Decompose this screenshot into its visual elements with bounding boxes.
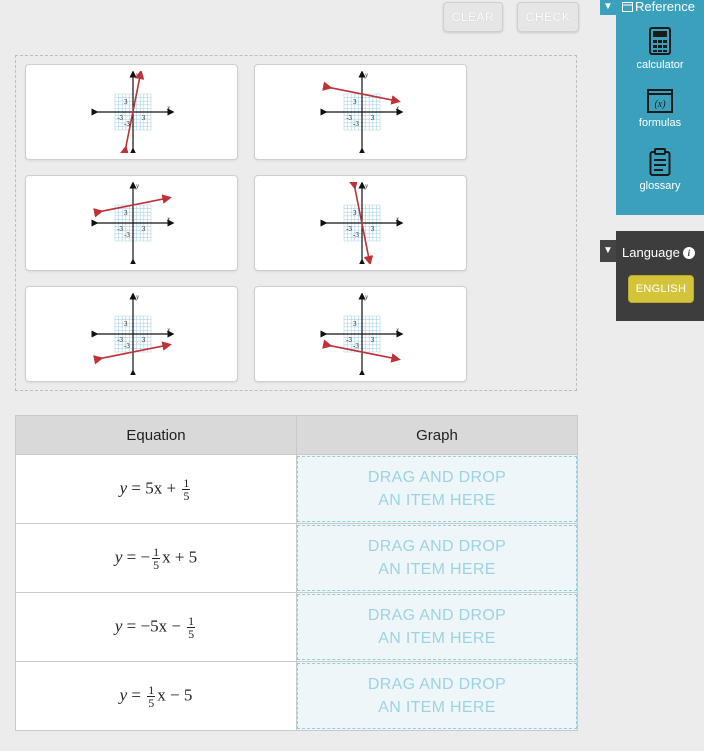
coordinate-graph [91, 182, 175, 264]
x-axis-label: x [167, 215, 171, 223]
english-language-button[interactable]: ENGLISH [628, 275, 694, 303]
table-row [16, 593, 578, 662]
coordinate-graph [320, 182, 404, 264]
graph-axes [324, 296, 400, 373]
x-axis-label: x [396, 326, 400, 334]
fraction: $\frac{1}{5}$ [183, 475, 190, 503]
x-tick-label: 3 [141, 225, 146, 233]
equation-column-header: Equation [16, 416, 297, 455]
y-axis-label: y [365, 182, 369, 190]
drop-zone[interactable]: DRAG AND DROP AN ITEM HERE [297, 456, 577, 522]
y-axis-label: y [365, 293, 369, 301]
svg-text:(x): (x) [654, 99, 666, 110]
y-tick-label: -3 [124, 230, 130, 239]
drop-zone[interactable]: DRAG AND DROP AN ITEM HERE [297, 525, 577, 591]
x-tick-label: -3 [117, 114, 124, 122]
fraction: $\frac{1}{5}$ [153, 544, 160, 572]
graph-card-tray [15, 55, 577, 391]
check-button[interactable]: CHECK [517, 2, 579, 32]
x-tick-label: 3 [141, 114, 146, 122]
coordinate-graph [91, 293, 175, 375]
y-tick-label: 3 [124, 98, 128, 107]
reference-collapse-toggle[interactable]: ▼ [600, 0, 616, 15]
calculator-button[interactable]: calculator [616, 27, 704, 71]
y-tick-label: -3 [124, 341, 130, 350]
y-axis-label: y [136, 182, 140, 190]
x-tick-label: 3 [370, 225, 375, 233]
x-tick-label: -3 [346, 114, 353, 122]
graph-card[interactable] [254, 286, 467, 382]
graph-card[interactable] [254, 175, 467, 271]
y-tick-label: 3 [353, 320, 357, 329]
x-tick-label: 3 [141, 336, 146, 344]
coordinate-graph [91, 71, 175, 153]
reference-panel [616, 0, 704, 215]
table-row [16, 662, 578, 731]
fraction: $\frac{1}{5}$ [188, 613, 195, 641]
y-tick-label: 3 [353, 98, 357, 107]
y-tick-label: 3 [124, 209, 128, 218]
drop-zone[interactable]: DRAG AND DROP AN ITEM HERE [297, 594, 577, 660]
graph-axes [95, 296, 171, 373]
fraction: $\frac{1}{5}$ [148, 682, 155, 710]
y-axis-label: y [136, 293, 140, 301]
y-tick-label: -3 [353, 230, 359, 239]
clear-button[interactable]: CLEAR [443, 2, 503, 32]
x-axis-label: x [167, 326, 171, 334]
language-title: Language i [622, 245, 695, 260]
x-axis-label: x [167, 104, 171, 112]
graph-card[interactable] [25, 286, 238, 382]
info-icon[interactable]: i [683, 247, 695, 259]
equation-cell: y = 5x + $\frac{1}{5}$ [16, 455, 297, 524]
glossary-button[interactable]: glossary [616, 148, 704, 192]
y-axis-label: y [365, 71, 369, 79]
language-panel [616, 231, 704, 321]
y-tick-label: -3 [353, 341, 359, 350]
coordinate-graph [320, 293, 404, 375]
graph-card[interactable] [25, 64, 238, 160]
graph-card[interactable] [254, 64, 467, 160]
x-tick-label: -3 [117, 225, 124, 233]
matching-table [15, 415, 578, 731]
x-tick-label: -3 [346, 336, 353, 344]
x-tick-label: -3 [117, 336, 124, 344]
graph-axes [324, 74, 400, 151]
x-tick-label: 3 [370, 114, 375, 122]
x-axis-label: x [396, 215, 400, 223]
x-tick-label: -3 [346, 225, 353, 233]
language-collapse-toggle[interactable]: ▼ [600, 240, 616, 262]
drop-zone[interactable]: DRAG AND DROP AN ITEM HERE [297, 663, 577, 729]
y-tick-label: -3 [124, 119, 130, 128]
reference-title: Reference [622, 0, 695, 14]
equation-cell: y = −5x − $\frac{1}{5}$ [16, 593, 297, 662]
graph-card[interactable] [25, 175, 238, 271]
x-axis-label: x [396, 104, 400, 112]
formulas-button[interactable]: (x) formulas [616, 89, 704, 129]
y-axis-label: y [136, 71, 140, 79]
table-row [16, 524, 578, 593]
graph-axes [95, 185, 171, 262]
y-tick-label: 3 [353, 209, 357, 218]
graph-column-header: Graph [297, 416, 578, 455]
equation-cell: y = $\frac{1}{5}$ x − 5 [16, 662, 297, 731]
equation-cell: y = − $\frac{1}{5}$ x + 5 [16, 524, 297, 593]
window-icon [622, 2, 633, 12]
coordinate-graph [320, 71, 404, 153]
table-row [16, 455, 578, 524]
calculator-icon [649, 27, 671, 55]
y-tick-label: 3 [124, 320, 128, 329]
y-tick-label: -3 [353, 119, 359, 128]
glossary-icon [649, 148, 671, 176]
x-tick-label: 3 [370, 336, 375, 344]
formulas-icon [647, 89, 673, 113]
